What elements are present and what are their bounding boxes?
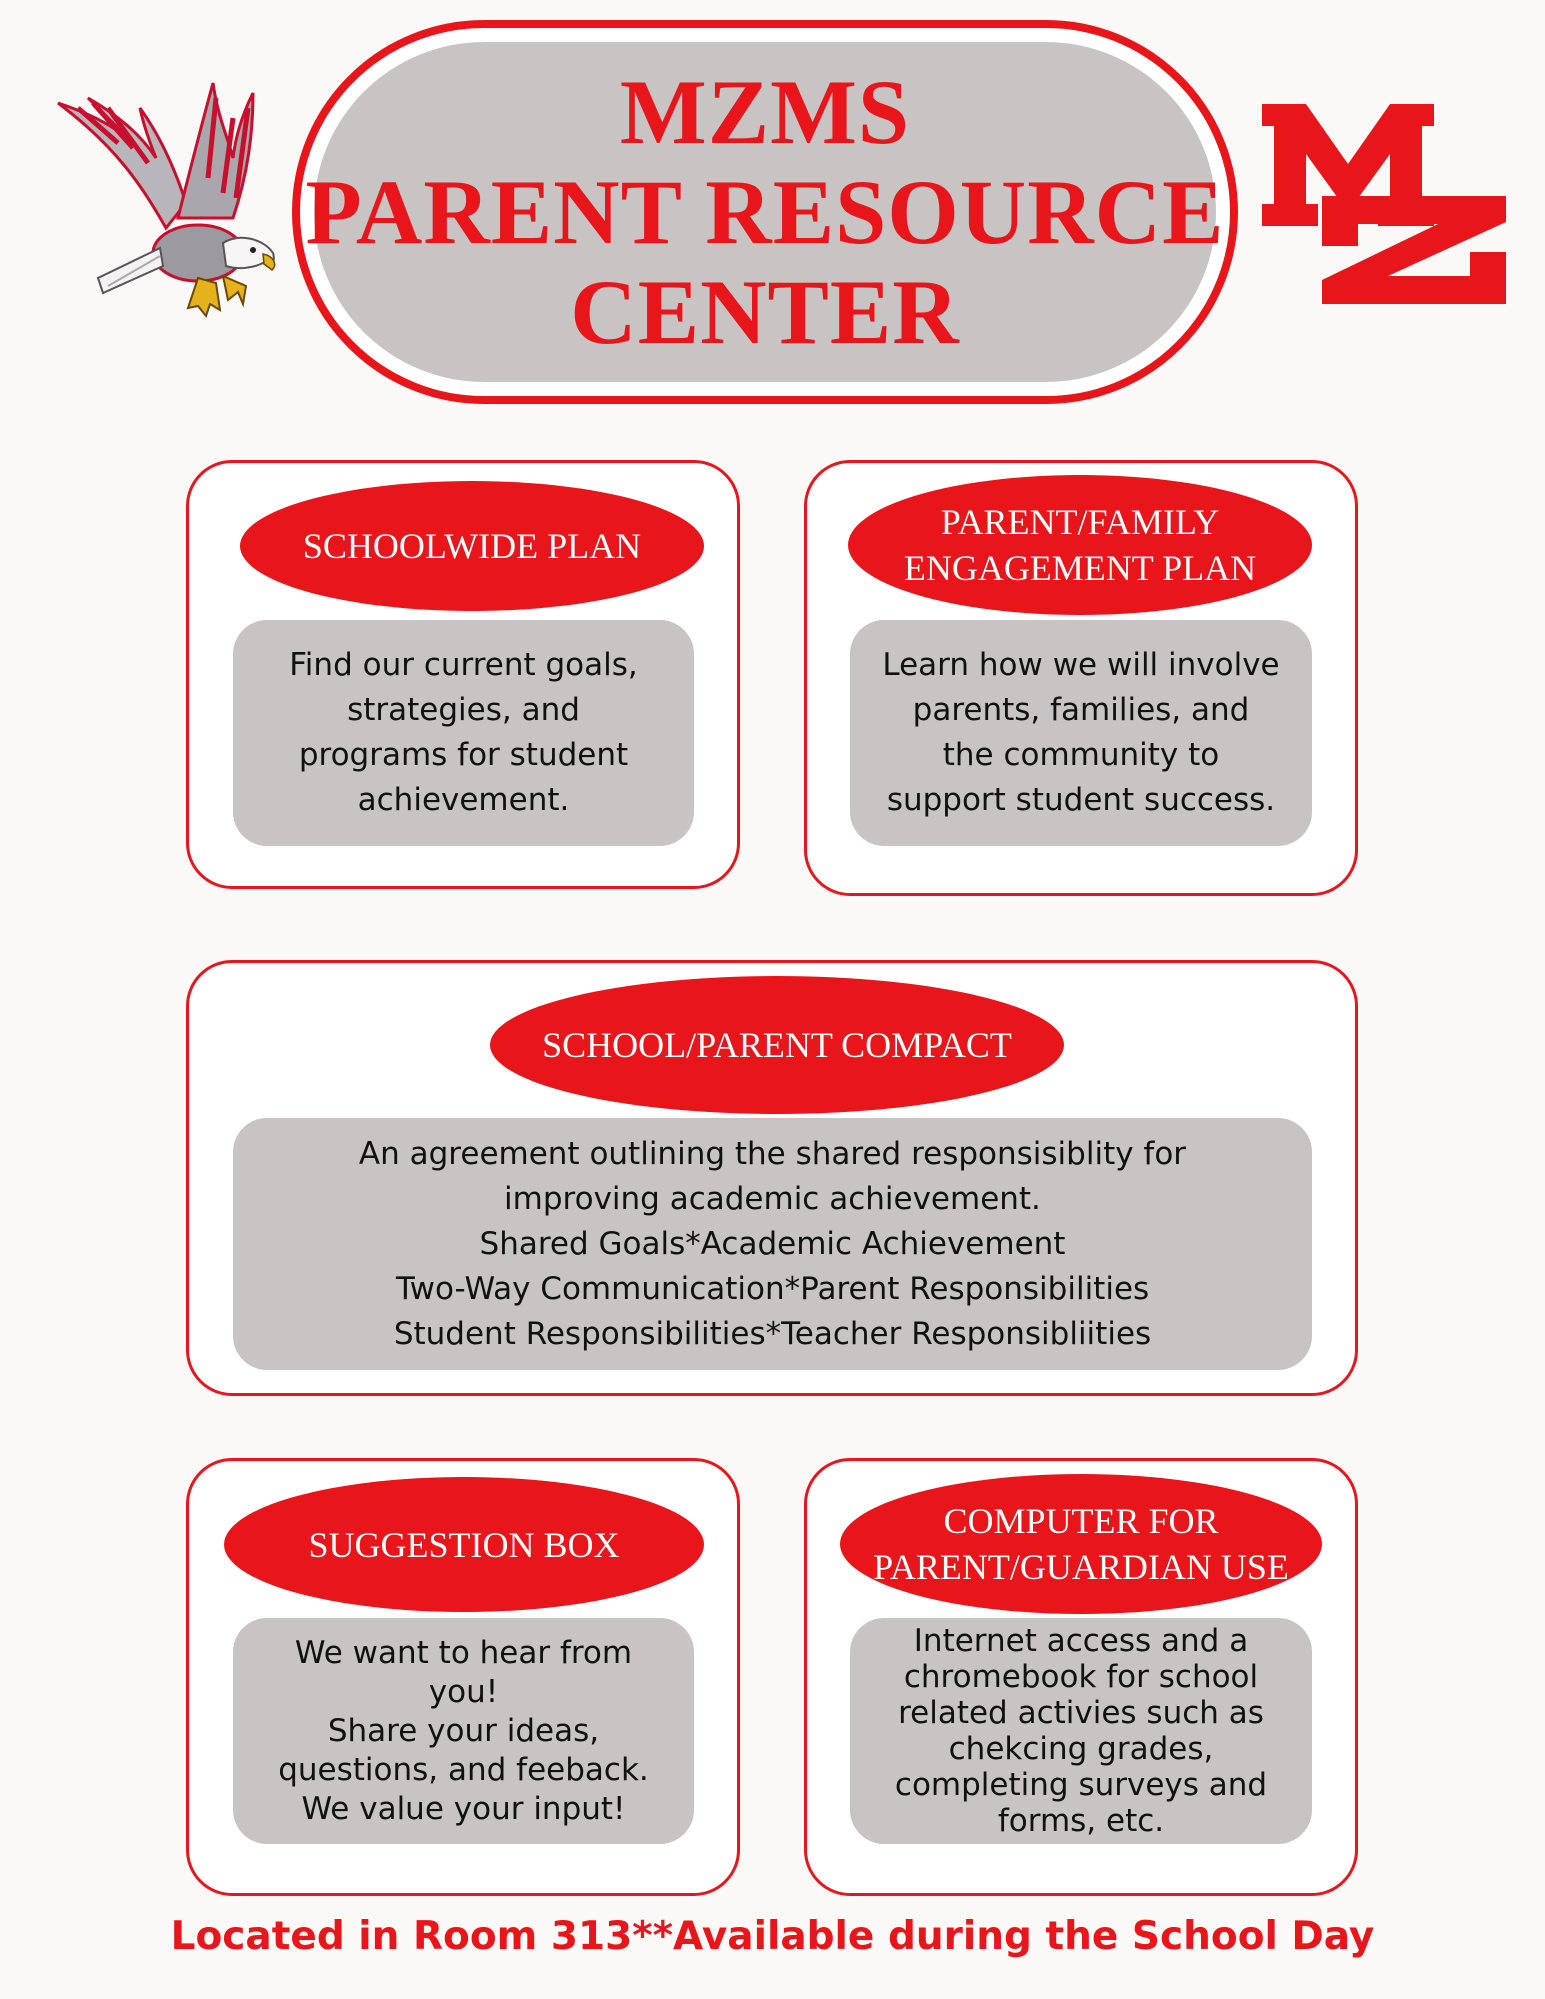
suggestion-desc-line-5: We value your input! bbox=[301, 1790, 626, 1827]
engagement-heading-line-2: ENGAGEMENT PLAN bbox=[903, 548, 1257, 588]
compact-desc-line-2: improving academic achievement. bbox=[504, 1180, 1041, 1217]
mz-monogram-logo bbox=[1262, 104, 1506, 304]
computer-desc-line-1: Internet access and a bbox=[913, 1623, 1249, 1659]
engagement-desc-line-4: support student success. bbox=[886, 782, 1276, 818]
compact-desc-line-4: Two-Way Communication*Parent Responsibilities bbox=[395, 1270, 1150, 1307]
suggestion-heading-text: SUGGESTION BOX bbox=[308, 1524, 620, 1565]
computer-heading-line-1: COMPUTER FOR bbox=[943, 1501, 1219, 1541]
title-line-2: PARENT RESOURCE bbox=[305, 161, 1225, 263]
suggestion-desc-line-4: questions, and feeback. bbox=[278, 1751, 649, 1788]
compact-desc-line-5: Student Responsibilities*Teacher Responsibliities bbox=[393, 1315, 1152, 1352]
compact-desc-line-3: Shared Goals*Academic Achievement bbox=[479, 1225, 1066, 1262]
school-parent-compact-description bbox=[233, 1118, 1312, 1370]
schoolwide-desc-line-1: Find our current goals, bbox=[289, 647, 638, 683]
compact-heading-text: SCHOOL/PARENT COMPACT bbox=[542, 1025, 1012, 1065]
schoolwide-plan-heading bbox=[240, 481, 704, 611]
footer-location-note: Located in Room 313**Available during the School Day bbox=[170, 1914, 1375, 1959]
computer-desc-line-3: related activies such as bbox=[898, 1695, 1264, 1731]
schoolwide-desc-line-2: strategies, and bbox=[347, 692, 580, 728]
engagement-desc-line-3: the community to bbox=[942, 737, 1220, 773]
title-banner bbox=[292, 20, 1238, 404]
engagement-heading-line-1: PARENT/FAMILY bbox=[940, 502, 1220, 542]
suggestion-desc-line-1: We want to hear from bbox=[294, 1634, 633, 1671]
schoolwide-plan-description bbox=[233, 620, 694, 846]
title-line-1: MZMS bbox=[619, 61, 911, 163]
computer-desc-line-6: forms, etc. bbox=[997, 1803, 1165, 1839]
computer-desc-line-5: completing surveys and bbox=[894, 1767, 1268, 1803]
computer-use-heading bbox=[840, 1474, 1322, 1614]
suggestion-box-description bbox=[233, 1618, 694, 1844]
suggestion-desc-line-3: Share your ideas, bbox=[327, 1712, 600, 1749]
school-parent-compact-heading bbox=[490, 976, 1064, 1114]
computer-heading-line-2: PARENT/GUARDIAN USE bbox=[873, 1547, 1289, 1587]
computer-use-description bbox=[850, 1618, 1312, 1844]
engagement-desc-line-2: parents, families, and bbox=[912, 692, 1250, 728]
title-banner-inner bbox=[305, 42, 1225, 382]
schoolwide-plan-heading-text: SCHOOLWIDE PLAN bbox=[302, 526, 642, 566]
compact-desc-line-1: An agreement outlining the shared responsisiblity for bbox=[358, 1135, 1187, 1172]
title-line-3: CENTER bbox=[570, 261, 960, 363]
schoolwide-desc-line-4: achievement. bbox=[357, 782, 570, 818]
engagement-desc-line-1: Learn how we will involve bbox=[882, 647, 1280, 683]
computer-desc-line-2: chromebook for school bbox=[903, 1659, 1259, 1695]
engagement-plan-description bbox=[850, 620, 1312, 846]
suggestion-desc-line-2: you! bbox=[428, 1673, 499, 1710]
schoolwide-desc-line-3: programs for student bbox=[298, 737, 629, 773]
computer-desc-line-4: chekcing grades, bbox=[948, 1731, 1214, 1767]
eagle-mascot-icon bbox=[48, 78, 278, 338]
suggestion-box-heading bbox=[224, 1477, 704, 1612]
engagement-plan-heading bbox=[848, 475, 1312, 615]
